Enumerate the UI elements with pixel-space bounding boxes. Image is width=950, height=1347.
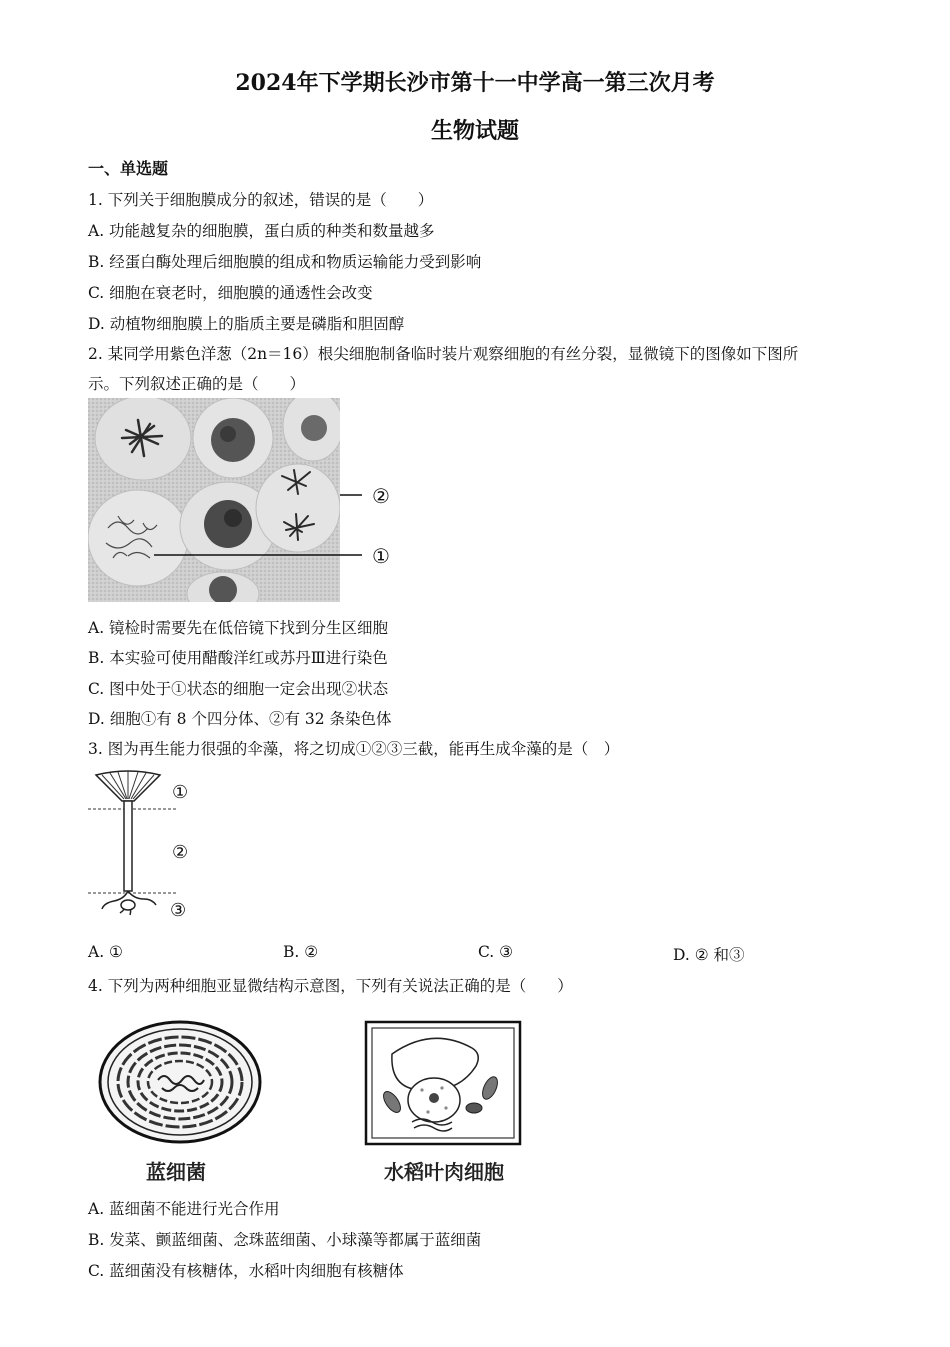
q4-option-c: C. 蓝细菌没有核糖体，水稻叶肉细胞有核糖体 (88, 1262, 404, 1280)
q4-option-a: A. 蓝细菌不能进行光合作用 (88, 1200, 280, 1218)
section-title: 一、单选题 (88, 159, 169, 178)
q2-option-a: A. 镜检时需要先在低倍镜下找到分生区细胞 (88, 619, 389, 637)
q1-option-a: A. 功能越复杂的细胞膜，蛋白质的种类和数量越多 (88, 222, 435, 240)
fig3-label-3: ③ (170, 900, 187, 921)
q1-option-c: C. 细胞在衰老时，细胞膜的通透性会改变 (88, 284, 373, 302)
exam-title: 2024年下学期长沙市第十一中学高一第三次月考 (235, 70, 715, 96)
micrograph-leader-lines (340, 480, 370, 570)
q1-option-d: D. 动植物细胞膜上的脂质主要是磷脂和胆固醇 (88, 315, 405, 333)
q1-option-b: B. 经蛋白酶处理后细胞膜的组成和物质运输能力受到影响 (88, 253, 482, 271)
q2-option-c: C. 图中处于①状态的细胞一定会出现②状态 (88, 680, 389, 698)
q3-stem: 3. 图为再生能力很强的伞藻，将之切成①②③三截，能再生成伞藻的是（ ） (88, 740, 620, 758)
q3-option-b: B. ② (283, 943, 319, 961)
fig3-label-2: ② (172, 842, 189, 863)
q3-option-d: D. ② 和③ (673, 946, 745, 964)
q2-stem-line1: 2. 某同学用紫色洋葱（2n＝16）根尖细胞制备临时装片观察细胞的有丝分裂，显微镜下的图像如下图所 (88, 345, 799, 363)
mitosis-micrograph (88, 398, 340, 602)
fig2-label-2: ② (372, 484, 390, 508)
q3-option-a: A. ① (88, 943, 123, 961)
q2-stem-line2: 示。下列叙述正确的是（ ） (88, 375, 306, 393)
fig2-label-1: ① (372, 544, 390, 568)
q2-option-d: D. 细胞①有 8 个四分体、②有 32 条染色体 (88, 710, 392, 728)
q4-stem: 4. 下列为两种细胞亚显微结构示意图，下列有关说法正确的是（ ） (88, 977, 573, 995)
rice-leaf-cell-diagram (362, 1018, 524, 1148)
caption-rice-cell: 水稻叶肉细胞 (384, 1160, 504, 1184)
q2-option-b: B. 本实验可使用醋酸洋红或苏丹Ⅲ进行染色 (88, 649, 388, 667)
q4-option-b: B. 发菜、颤蓝细菌、念珠蓝细菌、小球藻等都属于蓝细菌 (88, 1231, 482, 1249)
q3-option-c: C. ③ (478, 943, 514, 961)
fig3-label-1: ① (172, 782, 189, 803)
exam-subtitle: 生物试题 (430, 118, 519, 144)
q1-stem: 1. 下列关于细胞膜成分的叙述，错误的是（ ） (88, 191, 434, 209)
caption-cyanobacteria: 蓝细菌 (146, 1160, 206, 1184)
cyanobacteria-diagram (96, 1018, 264, 1148)
